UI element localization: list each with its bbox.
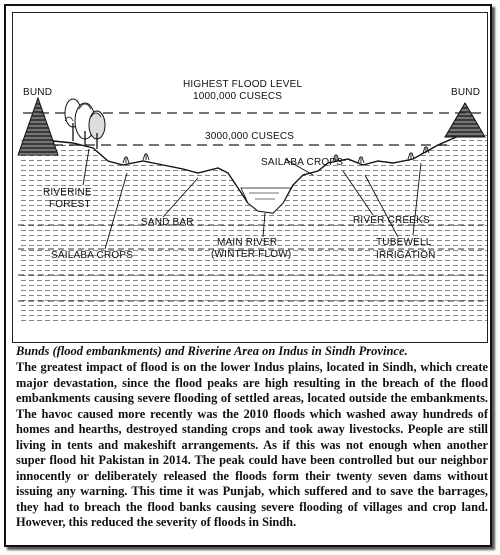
riverine-cross-section-diagram [13,13,488,343]
left-bund [18,98,58,155]
body-paragraph: The greatest impact of flood is on the lower Indus plains, located in Sindh, which create major devastation, since the flood peaks are high resulting in the breach of the flood embankments causing severe flooding of settled areas, located outside the embankments. The havoc caused more recently was the 2010 floods which washed away hundreds of homes and hearths, destroyed standing crops and took away livestocks. People are still living in tents and makeshift arrangements. As if this was not enough when another super flood hit Pakistan in 2014. The peak could have been controlled but our neighbor innocently or deliberately released the floods form their twenty seven dams without issuing any warning. This time it was Punjab, which suffered and to save the barrages, they had to breach the flood banks causing severe flooding of villages and crop land. However, this reduced the severity of floods in Sindh. [16,360,488,529]
riverine-forest-trees [65,99,105,149]
main-river-label: MAIN RIVER [217,237,278,248]
irrigation-label: IRRIGATION [376,250,436,261]
diagram-frame [12,12,488,343]
river-creeks-label: RIVER CREEKS [353,215,430,226]
sailaba-crops-bottom-label: SAILABA CROPS [51,250,134,261]
highest-flood-cusecs-label: 1000,000 CUSECS [193,91,283,102]
figure-frame [4,4,492,547]
sailaba-crops-top-label: SAILABA CROPS [261,157,344,168]
cusecs-3000000-label: 3000,000 CUSECS [205,131,295,142]
ground-area [18,135,488,324]
sand-bar-label: SAND BAR [141,217,194,228]
bund-left-label: BUND [23,87,53,98]
riverine-label: RIVERINE [43,187,92,198]
tubewell-label: TUBEWELL [376,237,432,248]
right-bund [445,103,485,137]
figure-caption: Bunds (flood embankments) and Riverine Area on Indus in Sindh Province. [16,344,408,358]
highest-flood-label: HIGHEST FLOOD LEVEL [183,79,303,90]
winter-flow-label: (WINTER FLOW) [211,249,292,260]
bund-right-label: BUND [451,87,481,98]
forest-label: FOREST [49,199,91,210]
